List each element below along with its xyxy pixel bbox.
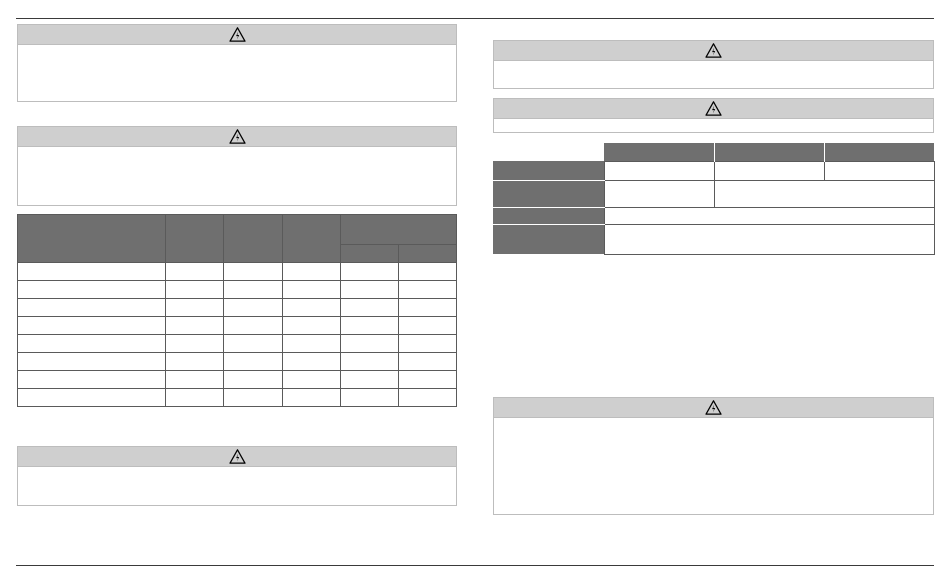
table-row [18,299,457,317]
table-row [18,335,457,353]
electric-warning-icon [229,27,246,42]
table-row [493,161,934,180]
table-header-cell [282,215,340,263]
warning-header [494,41,933,61]
table-row [493,224,934,254]
electric-warning-icon [705,400,722,415]
table-header-cell [398,245,456,263]
electric-warning-icon [229,449,246,464]
warning-header [494,398,933,418]
table-header-cell [340,215,456,245]
warning-box [17,126,457,206]
table-row [18,263,457,281]
warning-box [17,24,457,102]
bottom-rule [16,565,934,566]
warning-box [493,397,934,515]
electric-warning-icon [705,101,722,116]
warning-box [493,98,934,133]
table-header-cell [18,215,166,263]
table-row [18,371,457,389]
electric-warning-icon [705,43,722,58]
table-row [18,317,457,335]
table-row [18,353,457,371]
table-header-cell [604,143,714,161]
table-row [493,180,934,207]
electric-warning-icon [229,129,246,144]
warning-box [17,446,457,506]
specification-table [17,214,457,407]
warning-header [18,127,456,147]
table-header-cell [340,245,398,263]
warning-header [18,447,456,467]
warning-box [493,40,934,89]
top-rule [16,18,934,19]
warning-header [18,25,456,45]
table-header-cell [166,215,224,263]
table-header-cell [714,143,824,161]
table-corner-cell [493,143,604,161]
table-header-cell [224,215,282,263]
table-row [493,207,934,224]
table-row [18,281,457,299]
warning-header [494,99,933,119]
table-row [18,389,457,407]
table-header-cell [824,143,934,161]
connection-table [493,143,935,255]
